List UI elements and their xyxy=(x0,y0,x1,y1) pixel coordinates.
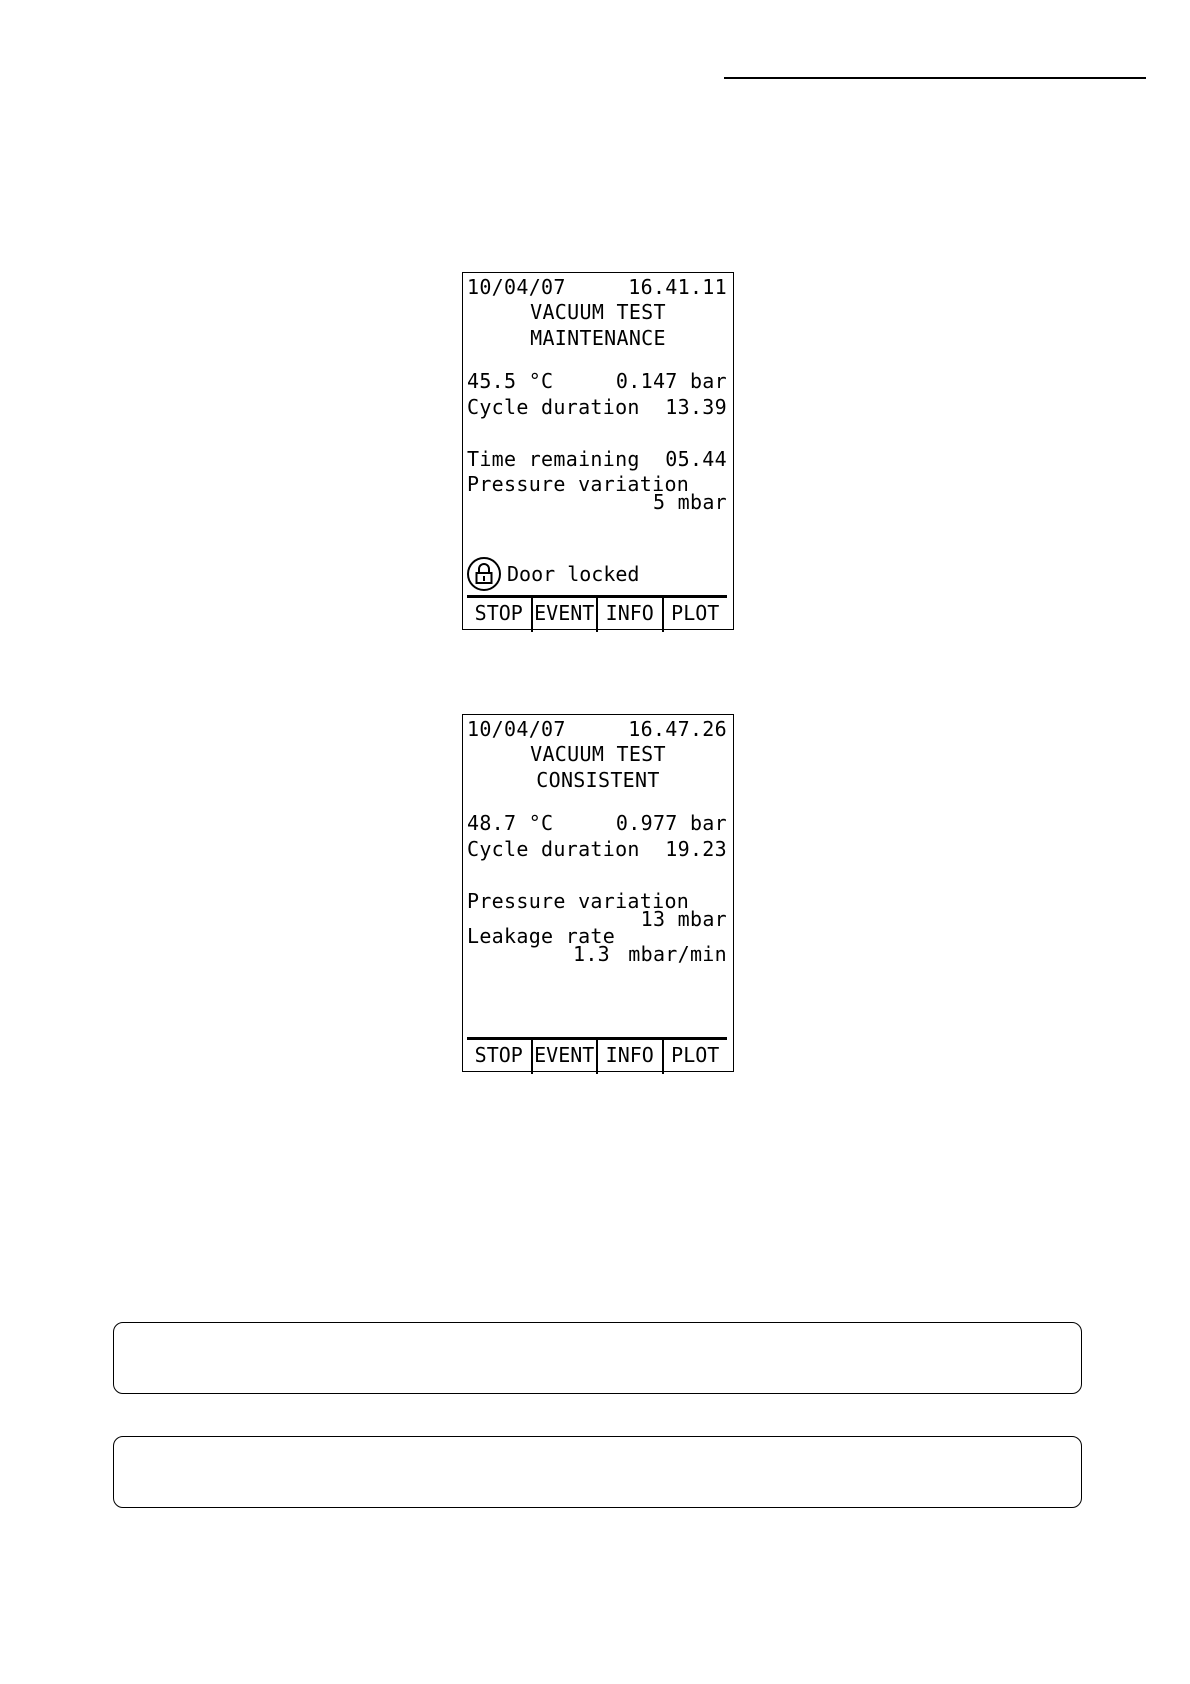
date-readout: 10/04/07 xyxy=(467,717,566,741)
screen-subtitle: CONSISTENT xyxy=(536,768,660,792)
header-rule xyxy=(724,77,1146,79)
cycle-duration-label: Cycle duration xyxy=(467,395,640,419)
plot-softkey[interactable]: PLOT xyxy=(662,598,728,632)
cycle-duration-value: 13.39 xyxy=(665,395,727,419)
screen-title: VACUUM TEST xyxy=(530,742,666,766)
time-readout: 16.41.11 xyxy=(628,275,727,299)
event-softkey[interactable]: EVENT xyxy=(531,1040,597,1074)
time-remaining-value: 05.44 xyxy=(665,447,727,471)
date-readout: 10/04/07 xyxy=(467,275,566,299)
cycle-duration-label: Cycle duration xyxy=(467,837,640,861)
cycle-duration-value: 19.23 xyxy=(665,837,727,861)
padlock-icon xyxy=(467,557,501,591)
softkey-bar xyxy=(467,1037,727,1074)
pressure-variation-value: 13 mbar xyxy=(640,907,727,931)
leakage-rate-unit: mbar/min xyxy=(628,942,727,966)
screen-title: VACUUM TEST xyxy=(530,300,666,324)
lcd-screen-maintenance xyxy=(462,272,734,630)
lcd-screen-consistent xyxy=(462,714,734,1072)
pressure-variation-value: 5 mbar xyxy=(652,490,727,514)
screen-subtitle: MAINTENANCE xyxy=(530,326,666,350)
temperature-readout: 45.5 °C xyxy=(467,369,554,393)
pressure-readout: 0.977 bar xyxy=(615,811,727,835)
time-remaining-label: Time remaining xyxy=(467,447,640,471)
softkey-bar xyxy=(467,595,727,632)
pressure-variation-label: Pressure variation xyxy=(467,472,690,496)
event-softkey[interactable]: EVENT xyxy=(531,598,597,632)
pressure-variation-label: Pressure variation xyxy=(467,889,690,913)
note-box xyxy=(113,1322,1082,1394)
leakage-rate-label: Leakage rate xyxy=(467,924,616,948)
info-softkey[interactable]: INFO xyxy=(596,598,662,632)
door-status xyxy=(467,555,639,593)
pressure-readout: 0.147 bar xyxy=(615,369,727,393)
stop-softkey[interactable]: STOP xyxy=(474,1043,523,1067)
temperature-readout: 48.7 °C xyxy=(467,811,554,835)
stop-softkey[interactable]: STOP xyxy=(474,601,523,625)
plot-softkey[interactable]: PLOT xyxy=(662,1040,728,1074)
time-readout: 16.47.26 xyxy=(628,717,727,741)
note-box xyxy=(113,1436,1082,1508)
door-status-label: Door locked xyxy=(507,562,640,586)
leakage-rate-value: 1.3 xyxy=(573,942,611,966)
info-softkey[interactable]: INFO xyxy=(596,1040,662,1074)
